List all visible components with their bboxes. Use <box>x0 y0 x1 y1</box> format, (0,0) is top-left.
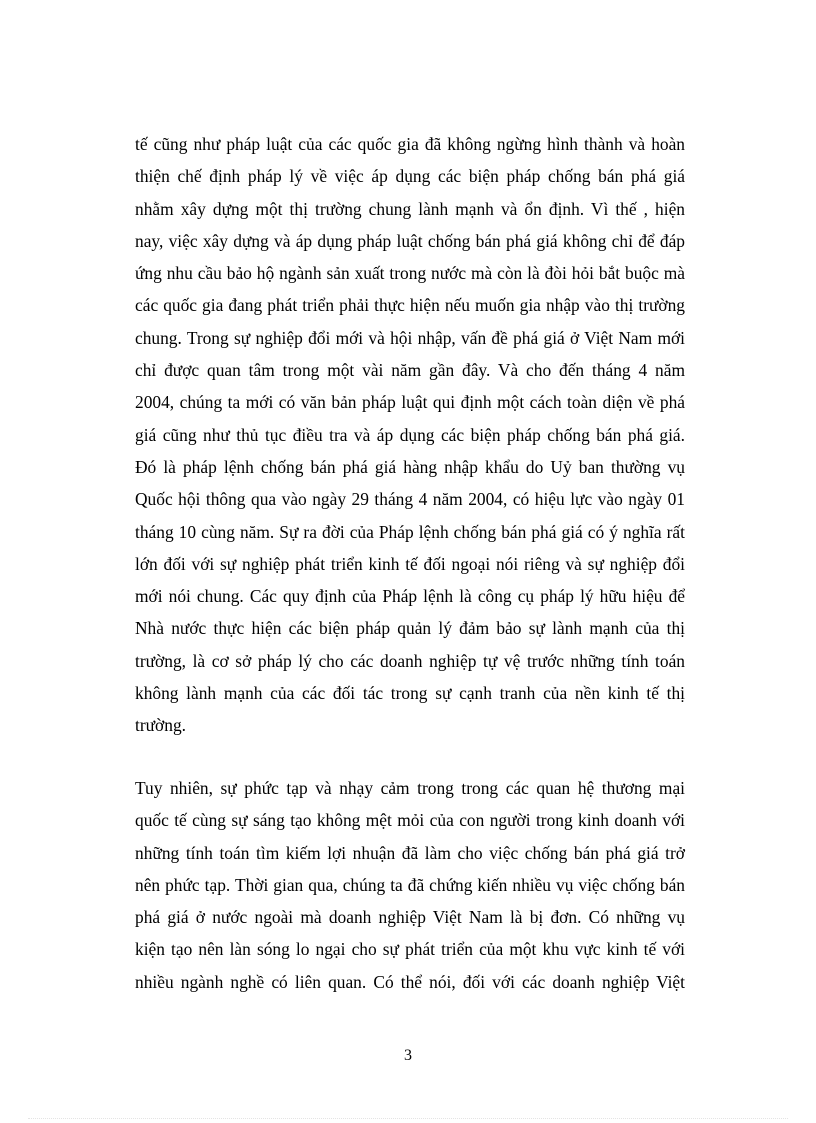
text-line: Tuy nhiên, sự phức tạp và nhạy cảm trong trong các quan hệ thương mại <box>135 778 685 798</box>
text-line: chung. Trong sự nghiệp đổi mới và hội nhập, vấn đề phá giá ở Việt Nam mới <box>135 327 685 348</box>
text-line: nên phức tạp. Thời gian qua, chúng ta đã chứng kiến nhiều vụ việc chống bán <box>135 874 685 895</box>
text-line: mới nói chung. Các quy định của Pháp lệnh là công cụ pháp lý hữu hiệu để <box>135 586 685 607</box>
paragraph <box>135 772 685 998</box>
text-line: ứng nhu cầu bảo hộ ngành sản xuất trong nước mà còn là đòi hỏi bắt buộc mà <box>135 263 685 284</box>
text-line: nhiều ngành nghề có liên quan. Có thể nói, đối với các doanh nghiệp Việt <box>135 971 685 992</box>
text-line: Đó là pháp lệnh chống bán phá giá hàng nhập khẩu do Uỷ ban thường vụ <box>135 456 685 477</box>
text-line: tế cũng như pháp luật của các quốc gia đã không ngừng hình thành và hoàn <box>135 134 685 154</box>
text-line: những tính toán tìm kiếm lợi nhuận đã làm cho việc chống bán phá giá trở <box>135 842 685 863</box>
text-line: Quốc hội thông qua vào ngày 29 tháng 4 năm 2004, có hiệu lực vào ngày 01 <box>135 489 685 510</box>
text-line: kiện tạo nên làn sóng lo ngại cho sự phát triển của một khu vực kinh tế với <box>135 939 685 960</box>
text-line: quốc tế cùng sự sáng tạo không mệt mỏi của con người trong kinh doanh với <box>135 810 685 831</box>
text-line: thiện chế định pháp lý về việc áp dụng các biện pháp chống bán phá giá <box>135 166 685 187</box>
text-line: nay, việc xây dựng và áp dụng pháp luật chống bán phá giá không chỉ để đáp <box>135 230 685 251</box>
text-line: tháng 10 cùng năm. Sự ra đời của Pháp lệnh chống bán phá giá có ý nghĩa rất <box>135 521 685 542</box>
page-bottom-divider <box>28 1118 788 1119</box>
text-line: trường, là cơ sở pháp lý cho các doanh nghiệp tự vệ trước những tính toán <box>135 650 685 671</box>
page-number: 3 <box>404 1047 412 1064</box>
text-line: lớn đối với sự nghiệp phát triển kinh tế đối ngoại nói riêng và sự nghiệp đổi <box>135 553 685 574</box>
text-line: Nhà nước thực hiện các biện pháp quản lý đảm bảo sự lành mạnh của thị <box>135 618 685 639</box>
text-line: chỉ được quan tâm trong một vài năm gần đây. Và cho đến tháng 4 năm <box>135 360 685 381</box>
text-line: giá cũng như thủ tục điều tra và áp dụng các biện pháp chống bán phá giá. <box>135 424 685 445</box>
text-line: nhằm xây dựng một thị trường chung lành mạnh và ổn định. Vì thế , hiện <box>135 198 685 219</box>
text-line: trường. <box>135 715 186 736</box>
text-line: các quốc gia đang phát triển phải thực hiện nếu muốn gia nhập vào thị trường <box>135 295 685 316</box>
text-line: 2004, chúng ta mới có văn bản pháp luật qui định một cách toàn diện về phá <box>135 392 685 413</box>
text-line: phá giá ở nước ngoài mà doanh nghiệp Việt Nam là bị đơn. Có những vụ <box>135 907 685 928</box>
text-line: không lành mạnh của các đối tác trong sự cạnh tranh của nền kinh tế thị <box>135 683 685 704</box>
paragraph <box>135 128 685 742</box>
